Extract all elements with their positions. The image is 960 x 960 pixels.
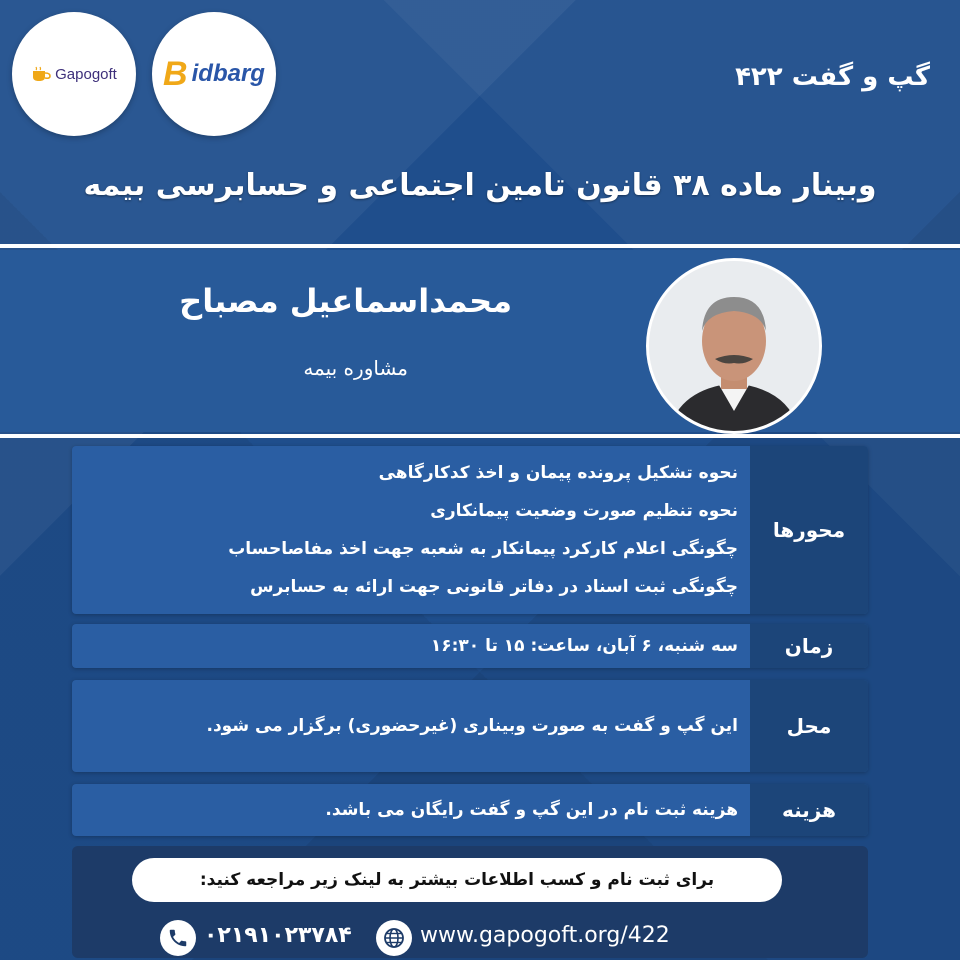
speaker-name: محمداسماعیل مصباح bbox=[179, 282, 512, 320]
topics-row bbox=[72, 446, 868, 614]
bidbarg-logo-text: idbarg bbox=[191, 60, 265, 87]
time-label: زمان bbox=[750, 624, 868, 668]
bidbarg-logo-mark: B bbox=[163, 54, 188, 93]
webinar-title: وبینار ماده ۳۸ قانون تامین اجتماعی و حسابرسی بیمه bbox=[83, 168, 877, 203]
series-number: گپ و گفت ۴۲۲ bbox=[735, 62, 930, 92]
cost-value: هزینه ثبت نام در این گپ و گفت رایگان می باشد. bbox=[325, 800, 738, 820]
speaker-portrait-icon bbox=[649, 261, 819, 431]
list-item: نحوه تشکیل پرونده پیمان و اخذ کدکارگاهی bbox=[378, 463, 738, 483]
gapogoft-logo[interactable] bbox=[12, 12, 136, 136]
gapogoft-logo-text: Gapogoft bbox=[55, 65, 117, 83]
globe-icon[interactable] bbox=[376, 920, 412, 956]
topics-label: محورها bbox=[750, 446, 868, 614]
list-item: نحوه تنظیم صورت وضعیت پیمانکاری bbox=[430, 501, 738, 521]
cost-label: هزینه bbox=[750, 784, 868, 836]
time-value: سه شنبه، ۶ آبان، ساعت: ۱۵ تا ۱۶:۳۰ bbox=[430, 636, 738, 656]
speaker-photo bbox=[646, 258, 822, 434]
speaker-role: مشاوره بیمه bbox=[303, 356, 408, 380]
cup-icon bbox=[31, 66, 51, 82]
bidbarg-logo[interactable] bbox=[152, 12, 276, 136]
phone-number[interactable]: ۰۲۱۹۱۰۲۳۷۸۴ bbox=[204, 923, 352, 948]
time-row bbox=[72, 624, 868, 668]
registration-cta[interactable]: برای ثبت نام و کسب اطلاعات بیشتر به لینک زیر مراجعه کنید: bbox=[132, 858, 782, 902]
list-item: چگونگی ثبت اسناد در دفاتر قانونی جهت ارائه به حسابرس bbox=[250, 577, 738, 597]
list-item: چگونگی اعلام کارکرد پیمانکار به شعبه جهت اخذ مفاصاحساب bbox=[228, 539, 738, 559]
place-label: محل bbox=[750, 680, 868, 772]
cost-row bbox=[72, 784, 868, 836]
divider-bottom bbox=[0, 434, 960, 438]
place-row bbox=[72, 680, 868, 772]
divider-top bbox=[0, 244, 960, 248]
website-link[interactable]: www.gapogoft.org/422 bbox=[420, 923, 670, 948]
phone-icon[interactable] bbox=[160, 920, 196, 956]
topics-list bbox=[86, 446, 738, 614]
place-value: این گپ و گفت به صورت وبیناری (غیرحضوری) برگزار می شود. bbox=[206, 716, 738, 736]
